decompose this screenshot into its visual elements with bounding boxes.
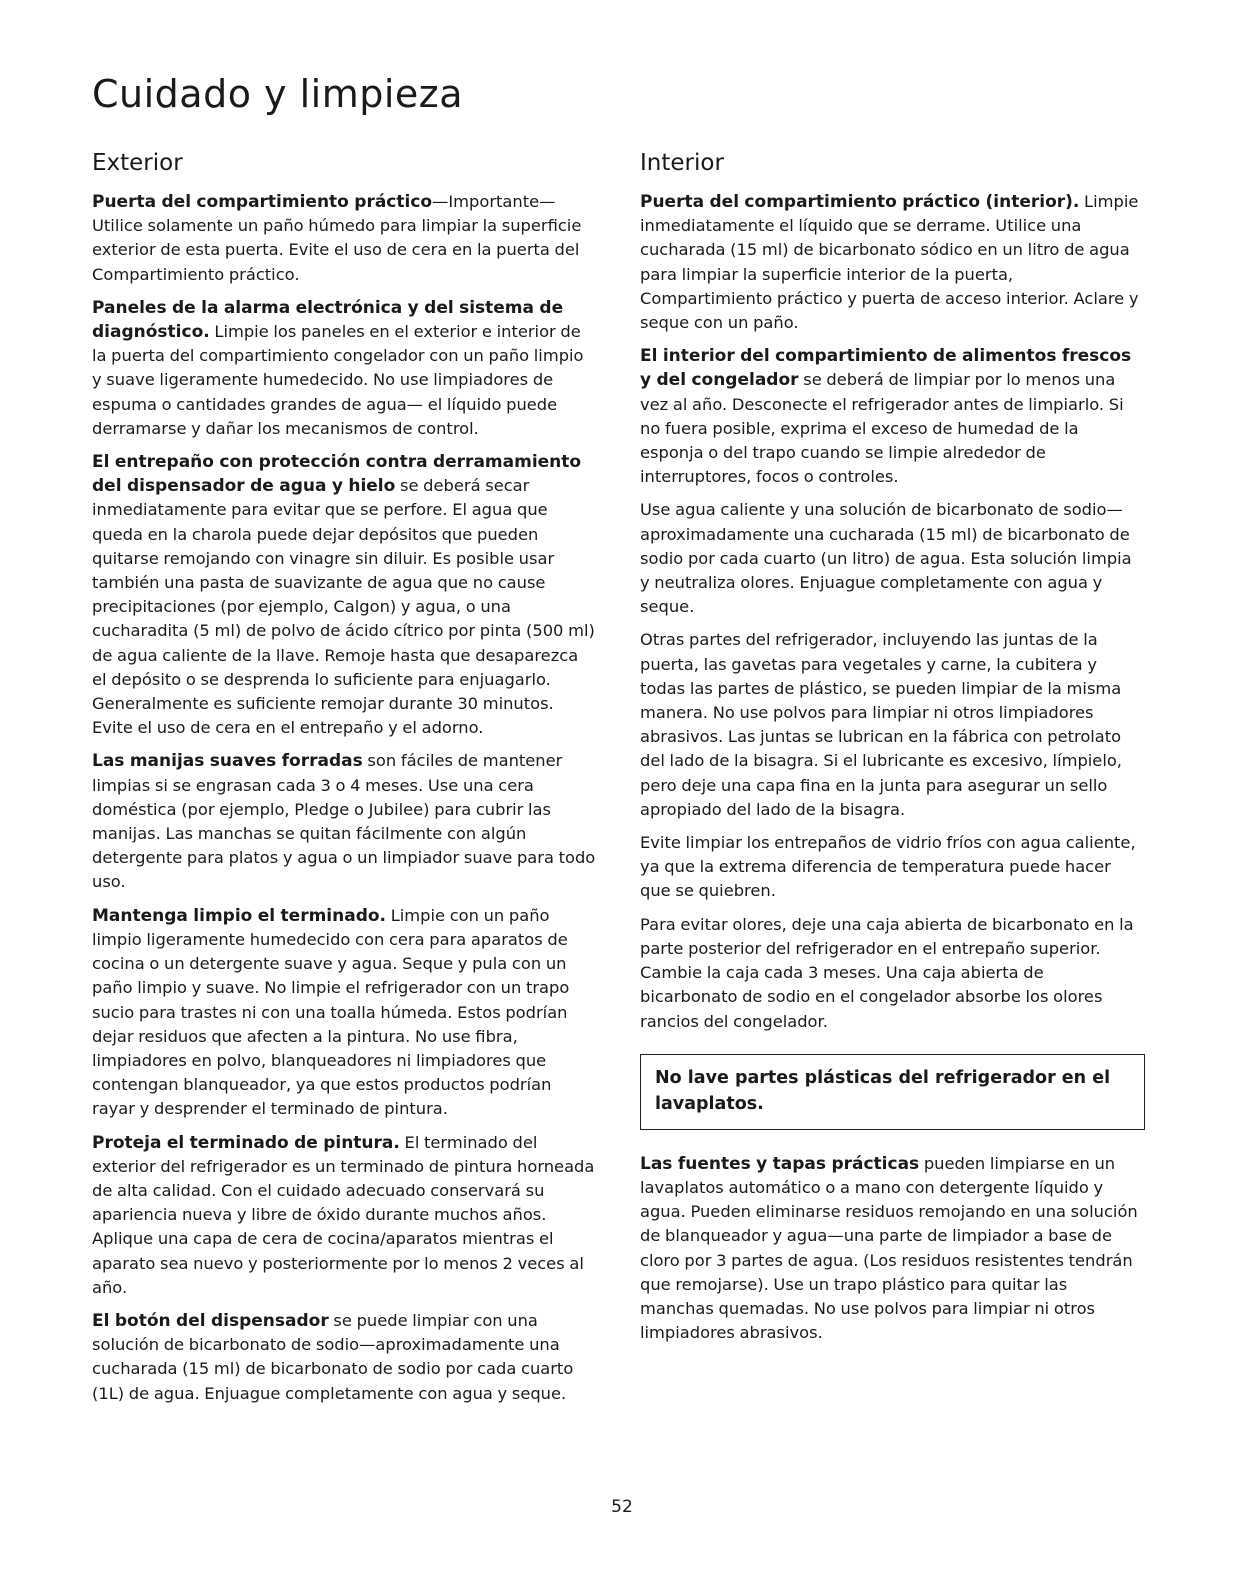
exterior-heading: Exterior (92, 150, 183, 176)
paragraph-lead: Mantenga limpio el terminado. (92, 905, 387, 926)
paragraph-text: Evite limpiar los entrepaños de vidrio fríos con agua caliente, ya que la extrema diferencia de temperatura puede hacer que se quiebren. (640, 833, 1136, 901)
paragraph-text: El terminado del exterior del refrigerador es un terminado de pintura horneada de alta calidad. Con el cuidado adecuado conservará su apariencia nueva y libre de óxido durante muchos años. Aplique una capa de cera de cocina/aparatos mientras el aparato sea nuevo y posteriormente por lo menos 2 veces al año. (92, 1132, 595, 1297)
paragraph-lead: Las manijas suaves forradas (92, 751, 363, 772)
interior-column (640, 148, 1145, 1354)
paragraph-lead: Puerta del compartimiento práctico (interior). (640, 192, 1080, 212)
exterior-paragraph (92, 749, 597, 894)
paragraph-text: son fáciles de mantener limpias si se engrasan cada 3 o 4 meses. Use una cera doméstica (por ejemplo, Pledge o Jubilee) para cubrir las manijas. Las manchas se quitan fácilmente con algún detergente para platos y agua o un limpiador suave para todo uso. (92, 751, 596, 892)
paragraph-text: se deberá de limpiar por lo menos una vez al año. Desconecte el refrigerador antes de limpiarlo. Si no fuera posible, exprima el exceso de humedad de la esponja o del trapo cuando se limpie alrededor de interruptores, focos o controles. (640, 370, 1124, 487)
paragraph-text: Use agua caliente y una solución de bicarbonato de sodio—aproximadamente una cucharada (15 ml) de bicarbonato de sodio por cada cuarto (un litro) de agua. Esta solución limpia y neutraliza olores. Enjuague completamente con agua y seque. (640, 500, 1132, 617)
paragraph-lead: Proteja el terminado de pintura. (92, 1132, 400, 1153)
paragraph-text: se deberá secar inmediatamente para evitar que se perfore. El agua que queda en la charola puede dejar depósitos que pueden quitarse remojando con vinagre sin diluir. Es posible usar también una pasta de suavizante de agua que no cause precipitaciones (por ejemplo, Calgon) y agua, o una cucharadita (5 ml) de polvo de ácido cítrico por pinta (500 ml) de agua caliente de la llave. Remoje hasta que desaparezca el depósito o se desprenda lo suficiente para enjuagarlo. Generalmente es suficiente remojar durante 30 minutos. Evite el uso de cera en el entrepaño y el adorno. (92, 476, 595, 738)
paragraph-text: Limpie los paneles en el exterior e interior de la puerta del compartimiento congelador con un paño limpio y suave ligeramente humedecido. No use limpiadores de espuma o cantidades grandes de agua— el líquido puede derramarse y dañar los mecanismos de control. (92, 322, 584, 438)
interior-paragraph (640, 344, 1145, 489)
paragraph-text: Limpie inmediatamente el líquido que se derrame. Utilice una cucharada (15 ml) de bicarbonato sódico en un litro de agua para limpiar la superficie interior de la puerta, Compartimiento práctico y puerta de acceso interior. Aclare y seque con un paño. (640, 192, 1139, 333)
interior-paragraph (640, 1152, 1145, 1346)
paragraph-text: se puede limpiar con una solución de bicarbonato de sodio—aproximadamente una cucharada (15 ml) de bicarbonato de sodio por cada cuarto (1L) de agua. Enjuague completamente con agua y seque. (92, 1310, 574, 1403)
exterior-paragraph (92, 190, 597, 287)
paragraph-text: Para evitar olores, deje una caja abierta de bicarbonato en la parte posterior del refrigerador en el entrepaño superior. Cambie la caja cada 3 meses. Una caja abierta de bicarbonato de sodio en el congelador absorbe los olores rancios del congelador. (640, 914, 1134, 1031)
exterior-paragraph (92, 450, 597, 740)
paragraph-lead: El entrepaño con protección contra derramamiento del dispensador de agua y hielo (92, 452, 582, 497)
interior-paragraph (640, 628, 1145, 822)
exterior-paragraph (92, 296, 597, 441)
warning-callout: No lave partes plásticas del refrigerador en el lavaplatos. (640, 1054, 1145, 1130)
paragraph-lead: El interior del compartimiento de alimentos frescos y del congelador (640, 346, 1132, 391)
interior-paragraph (640, 913, 1145, 1034)
exterior-column (92, 148, 597, 1415)
page-number: 52 (611, 1497, 633, 1517)
paragraph-lead: El botón del dispensador (92, 1310, 329, 1331)
exterior-paragraph (92, 904, 597, 1122)
exterior-paragraph (92, 1309, 597, 1406)
paragraph-lead: Paneles de la alarma electrónica y del sistema de diagnóstico. (92, 297, 564, 343)
page-title: Cuidado y limpieza (92, 72, 464, 116)
paragraph-text: Otras partes del refrigerador, incluyendo las juntas de la puerta, las gavetas para vegetales y carne, la cubitera y todas las partes de plástico, se pueden limpiar de la misma manera. No use polvos para limpiar ni otros limpiadores abrasivos. Las juntas se lubrican en la fábrica con petrolato del lado de la bisagra. Si el lubricante es excesivo, límpielo, pero deje una capa fina en la junta para asegurar un sello apropiado del lado de la bisagra. (640, 630, 1122, 819)
paragraph-text: pueden limpiarse en un lavaplatos automático o a mano con detergente líquido y agua. Pueden eliminarse residuos remojando en una solución de blanqueador y agua—una parte de limpiador a base de cloro por 3 partes de agua. (Los residuos resistentes tendrán que remojarse). Use un trapo plástico para quitar las manchas quemadas. No use polvos para limpiar ni otros limpiadores abrasivos. (640, 1153, 1138, 1343)
interior-paragraph (640, 498, 1145, 619)
paragraph-text: Limpie con un paño limpio ligeramente humedecido con cera para aparatos de cocina o un detergente suave y agua. Seque y pula con un paño limpio y suave. No limpie el refrigerador con un trapo sucio para trastes ni con una toalla húmeda. Estos podrían dejar residuos que afecten a la pintura. No use fibra, limpiadores en polvo, blanqueadores ni limpiadores que contengan blanqueador, ya que estos productos podrían rayar y desprender el terminado de pintura. (92, 905, 570, 1119)
interior-paragraph (640, 190, 1145, 335)
interior-heading: Interior (640, 150, 724, 176)
paragraph-lead: Puerta del compartimiento práctico (92, 192, 433, 212)
paragraph-text: —Importante— Utilice solamente un paño húmedo para limpiar la superficie exterior de esta puerta. Evite el uso de cera en la puerta del Compartimiento práctico. (92, 192, 582, 284)
exterior-paragraph (92, 1131, 597, 1300)
interior-paragraph (640, 831, 1145, 904)
paragraph-lead: Las fuentes y tapas prácticas (640, 1153, 920, 1174)
